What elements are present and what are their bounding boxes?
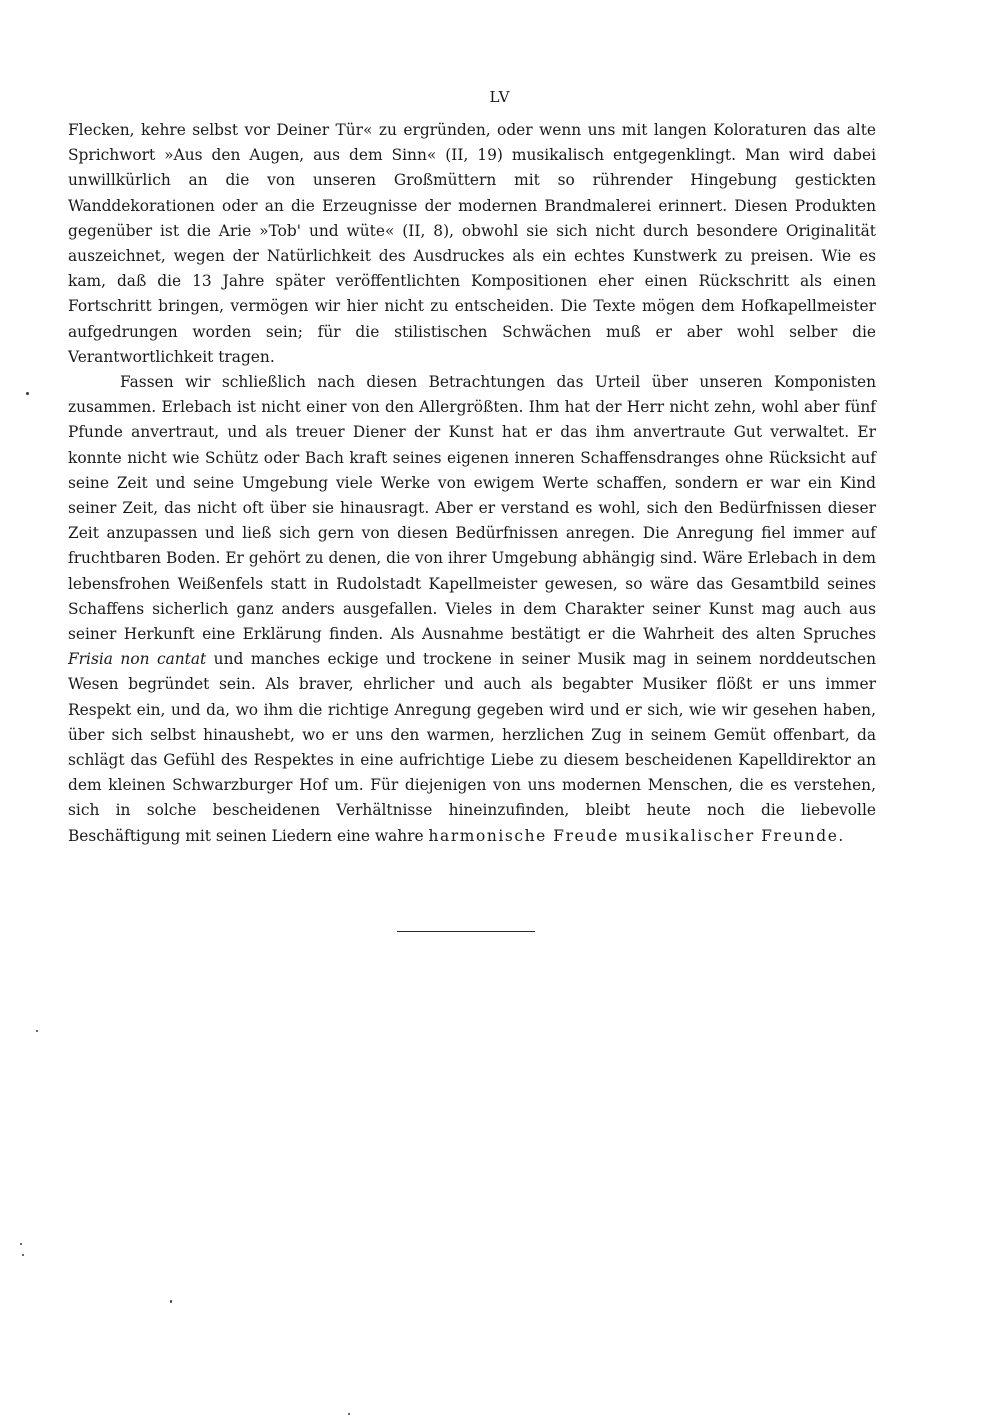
scan-speck: [36, 1030, 38, 1032]
paragraph-2-text-part-2: und manches eckige und trockene in seiner Musik mag in seinem norddeutschen Wesen begründet sein. Als braver, ehrlicher und auch als begabter Musiker flößt er uns immer Respekt ein, und da, wo ihm die richtige Anregung gegeben wird und er sich, wie wir gesehen haben, über sich selbst hinaushebt, wo er uns den warmen, herzlichen Zug in seinem Gemüt offenbart, da schlägt das Gefühl des Respektes in eine aufrichtige Liebe zu diesem bescheidenen Kapelldirektor an dem kleinen Schwarzburger Hof um. Für diejenigen von uns modernen Menschen, die es verstehen, sich in solche bescheidenen Verhältnisse hineinzufinden, bleibt heute noch die liebevolle Beschäftigung mit seinen Liedern eine wahre: [68, 650, 876, 845]
section-end-rule: [397, 931, 535, 932]
paragraph-1: [68, 118, 876, 370]
paragraph-2: [68, 370, 876, 849]
scan-speck: [20, 1243, 22, 1245]
scan-speck: [26, 392, 29, 395]
scan-speck: [22, 1254, 24, 1256]
latin-quote: Frisia non cantat: [68, 650, 207, 669]
spaced-closing-phrase: harmonische Freude musikalischer Freunde.: [428, 826, 845, 845]
scan-speck: [348, 1413, 350, 1415]
paragraph-1-text: Flecken, kehre selbst vor Deiner Tür« zu ergründen, oder wenn uns mit langen Koloraturen das alte Sprichwort »Aus den Augen, aus dem Sinn« (II, 19) musikalisch entgegenklingt. Man wird dabei unwillkürlich an die von unseren Großmüttern mit so rührender Hingebung gestickten Wanddekorationen oder an die Erzeugnisse der modernen Brandmalerei erinnert. Diesen Produkten gegenüber ist die Arie »Tob' und wüte« (II, 8), obwohl sie sich nicht durch besondere Originalität auszeichnet, wegen der Natürlichkeit des Ausdruckes als ein echtes Kunstwerk zu preisen. Wie es kam, daß die 13 Jahre später veröffentlichten Kompositionen eher einen Rückschritt als einen Fortschritt bringen, vermögen wir hier nicht zu entscheiden. Die Texte mögen dem Hofkapellmeister aufgedrungen worden sein; für die stilistischen Schwächen muß er aber wohl selber die Verantwortlichkeit tragen.: [68, 121, 876, 366]
page-number: LV: [489, 88, 511, 106]
paragraph-2-text-part-1: Fassen wir schließlich nach diesen Betrachtungen das Urteil über unseren Komponisten zusammen. Erlebach ist nicht einer von den Allergrößten. Ihm hat der Herr nicht zehn, wohl aber fünf Pfunde anvertraut, und als treuer Diener der Kunst hat er das ihm anvertraute Gut verwaltet. Er konnte nicht wie Schütz oder Bach kraft seines eigenen inneren Schaffensdranges ohne Rücksicht auf seine Zeit und seine Umgebung viele Werke von ewigem Werte schaffen, sondern er war ein Kind seiner Zeit, das nicht oft über sie hinausragt. Aber er verstand es wohl, sich den Bedürfnissen dieser Zeit anzupassen und ließ sich gern von diesen Bedürfnissen anregen. Die Anregung fiel immer auf fruchtbaren Boden. Er gehört zu denen, die von ihrer Umgebung abhängig sind. Wäre Erlebach in dem lebensfrohen Weißenfels statt in Rudolstadt Kapellmeister gewesen, so wäre das Gesamtbild seines Schaffens sicherlich ganz anders ausgefallen. Vieles in dem Charakter seiner Kunst mag auch aus seiner Herkunft eine Erklärung finden. Als Ausnahme bestätigt er die Wahrheit des alten Spruches: [68, 373, 876, 644]
body-text: [68, 118, 876, 849]
scan-speck: [170, 1300, 172, 1303]
